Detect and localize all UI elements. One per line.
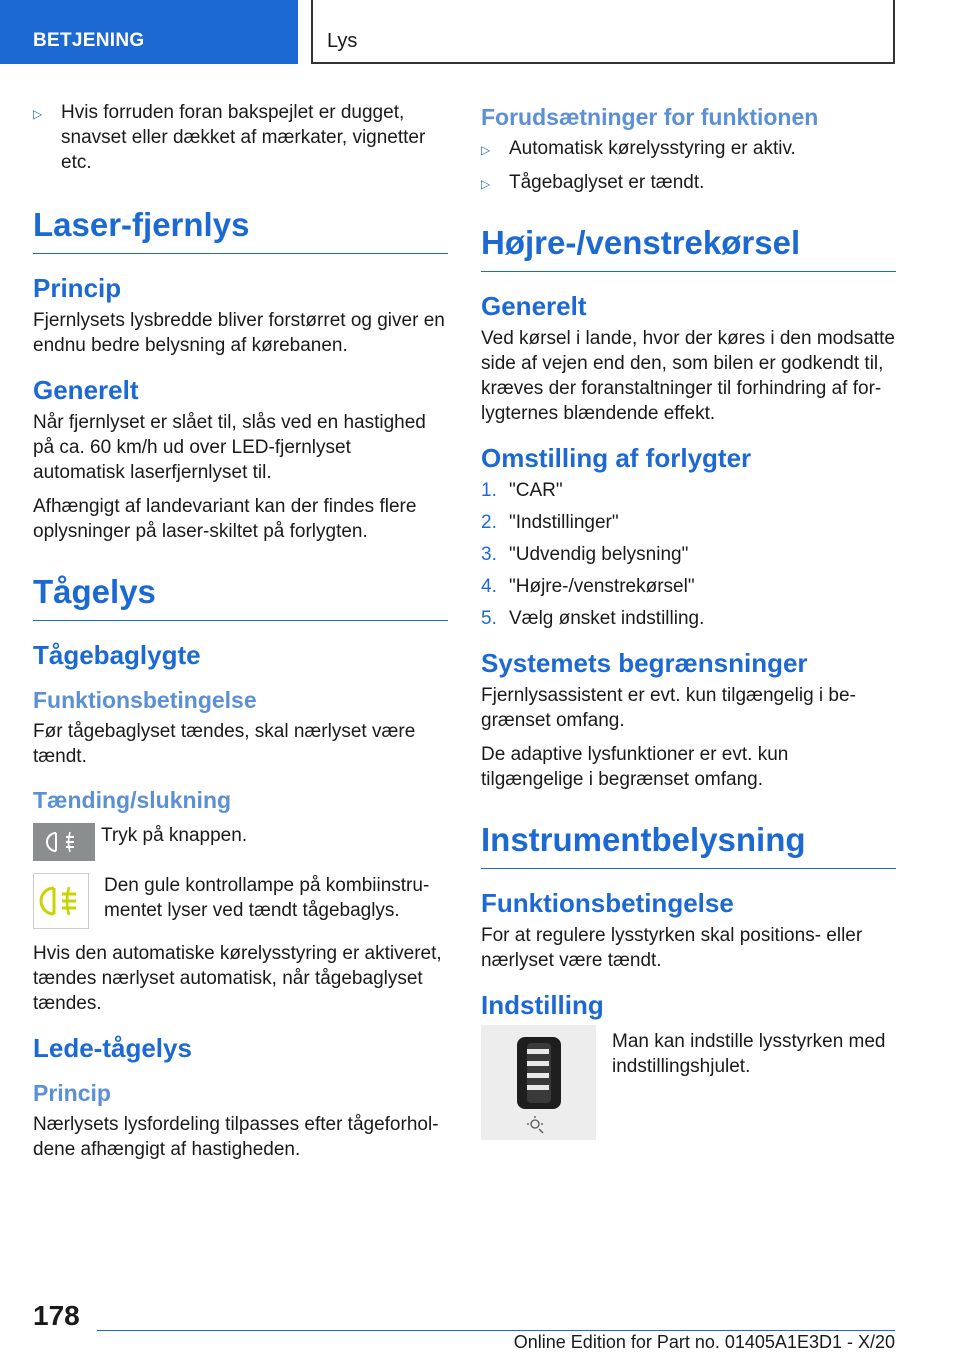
heading-system-limits: Systemets begrænsninger — [481, 648, 808, 678]
edition-note: Online Edition for Part no. 01405A1E3D1 - X/20 — [513, 1332, 895, 1352]
list-item: 2. "Indstillinger" — [481, 512, 619, 533]
section-tab: BETJENING — [0, 0, 298, 64]
paragraph: Fjernlysets lysbredde bliver forstørret og giver en endnu bedre belysning af kørebanen. — [33, 310, 445, 356]
paragraph: De adaptive lysfunktioner er evt. kun tilgængelige i begrænset omfang. — [481, 744, 789, 790]
heading-general-2: Generelt — [481, 291, 587, 321]
footer-divider — [97, 1330, 895, 1331]
heading-function-condition-2: Funktionsbetingelse — [481, 888, 734, 918]
heading-fog-lights: Tågelys — [33, 572, 448, 621]
triangle-bullet-icon: ▷ — [481, 143, 491, 157]
indicator-instruction: Den gule kontrollampe på kombiinstrumentet lyser ved tændt tågebaglys. — [33, 873, 448, 929]
list-item: ▷ Hvis forruden foran bakspejlet er dugget, snavset eller dækket af mærkater, vignetter etc. — [33, 102, 426, 173]
list-item: 4. "Højre-/venstrekørsel" — [481, 576, 695, 597]
heading-laser-high-beam: Laser-fjernlys — [33, 205, 448, 254]
list-item: 5. Vælg ønsket indstilling. — [481, 608, 705, 629]
paragraph: Ved kørsel i lande, hvor der køres i den modsatte side af vejen end den, som bilen er godkendt til, kræves der foranstaltninger til forhindring af forlygternes blændende effekt. — [481, 328, 895, 424]
heading-guide-fog-light: Lede-tågelys — [33, 1033, 192, 1063]
heading-requirements: Forudsætninger for funktionen — [481, 104, 819, 130]
triangle-bullet-icon: ▷ — [33, 107, 43, 121]
paragraph: Før tågebaglyset tændes, skal nærlyset være tændt. — [33, 721, 416, 767]
chapter-title: Lys — [311, 0, 895, 64]
paragraph: Afhængigt af landevariant kan der findes flere oplysninger på laser-skiltet på forlygten. — [33, 496, 417, 542]
paragraph: Nærlysets lysfordeling tilpasses efter tågeforholdene afhængigt af hastigheden. — [33, 1114, 439, 1160]
page-number: 178 — [33, 1300, 80, 1331]
brightness-wheel-icon — [481, 1025, 596, 1140]
paragraph: Når fjernlyset er slået til, slås ved en hastighed på ca. 60 km/h ud over LED-fjernlyset automatisk laserfjernlyset til. — [33, 412, 426, 483]
heading-principle-2: Princip — [33, 1080, 111, 1106]
heading-rear-fog-light: Tågebaglygte — [33, 640, 201, 670]
heading-function-condition: Funktionsbetingelse — [33, 687, 257, 713]
right-column — [481, 100, 896, 1152]
left-column — [33, 100, 448, 1171]
heading-general: Generelt — [33, 375, 139, 405]
triangle-bullet-icon: ▷ — [481, 177, 491, 191]
paragraph: Hvis den automatiske kørelysstyring er aktiveret, tændes nærlyset automatisk, når tågebaglyset tændes. — [33, 943, 442, 1014]
list-item: 1. "CAR" — [481, 480, 563, 501]
heading-setting: Indstilling — [481, 990, 604, 1020]
heading-headlight-conversion: Omstilling af forlygter — [481, 443, 752, 473]
paragraph: Fjernlysassistent er evt. kun tilgængelig i begrænset omfang. — [481, 685, 856, 731]
heading-instrument-lighting: Instrumentbelysning — [481, 820, 896, 869]
fog-light-button-icon — [33, 823, 95, 861]
heading-left-right-driving: Højre-/venstrekørsel — [481, 223, 896, 272]
paragraph: For at regulere lysstyrken skal positions- eller nærlyset være tændt. — [481, 925, 863, 971]
heading-on-off: Tænding/slukning — [33, 787, 232, 813]
list-item: ▷ Automatisk kørelysstyring er aktiv. — [481, 136, 896, 163]
button-instruction: Tryk på knappen. — [33, 823, 448, 861]
heading-principle: Princip — [33, 273, 122, 303]
list-item: ▷ Tågebaglyset er tændt. — [481, 170, 896, 197]
setting-instruction: Man kan indstille lysstyrken med indstillingshjulet. — [481, 1025, 896, 1140]
fog-light-indicator-icon — [33, 873, 89, 929]
list-item: 3. "Udvendig belysning" — [481, 544, 689, 565]
